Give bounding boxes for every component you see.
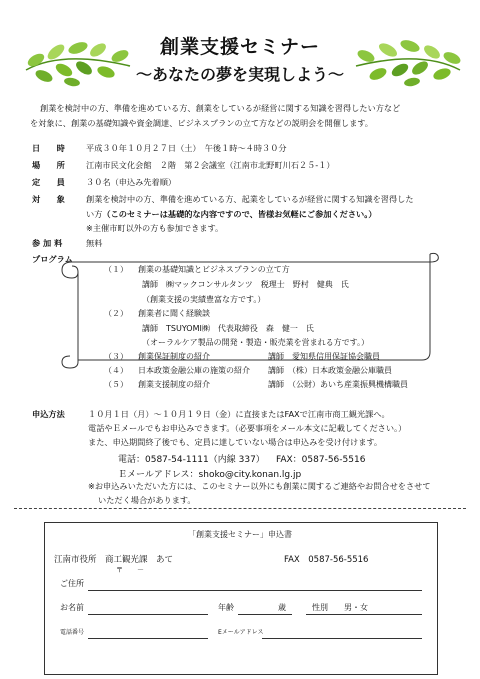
fee-value: 無料 xyxy=(86,238,103,248)
apply-line-2: 電話やＥメールでもお申込みできます。（必要事項をメール本文に記載してください。） xyxy=(88,423,407,433)
form-age-unit: 歳 xyxy=(278,603,286,612)
form-name-label: お名前 xyxy=(60,603,84,612)
page-subtitle: ～あなたの夢を実現しよう～ xyxy=(135,65,344,84)
target-line-2-bold: （このセミナーは基礎的な内容ですので、皆様お気軽にご参加ください。） xyxy=(102,209,377,219)
target-line-3: ※主催市町以外の方も参加できます。 xyxy=(86,223,224,233)
date-label: 日 時 xyxy=(32,143,65,153)
form-email-field[interactable] xyxy=(262,638,422,639)
apply-label: 申込方法 xyxy=(32,409,65,419)
application-form xyxy=(44,522,438,675)
program-item-2-title: 創業者に聞く経験談 xyxy=(138,309,210,318)
form-gender-field xyxy=(306,614,422,615)
form-gender-options[interactable]: 男・女 xyxy=(344,603,368,612)
program-item-3-title: 創業保証制度の紹介 xyxy=(138,352,210,361)
intro-line-1: 創業を検討中の方、準備を進めている方、創業をしているが経営に関する知識を習得したい方など xyxy=(40,103,401,113)
form-name-field[interactable] xyxy=(88,614,208,615)
apply-email[interactable]: Ｅメールアドレス：shoko@city.konan.lg.jp xyxy=(118,470,302,480)
form-age-label: 年齢 xyxy=(218,603,234,612)
target-line-1: 創業を検討中の方、準備を進めている方、起業をしているが経営に関する知識を習得した xyxy=(86,194,414,204)
program-item-4-num: （４） xyxy=(104,366,128,375)
apply-phone: 電話：0587-54-1111（内線 337） xyxy=(118,455,265,465)
program-item-5-speaker: 講師 （公財）あいち産業振興機構職員 xyxy=(268,380,408,389)
form-phone-field[interactable] xyxy=(88,638,208,639)
form-age-field[interactable] xyxy=(238,614,292,615)
program-item-1-note: （創業支援の実績豊富な方です。） xyxy=(142,295,266,304)
apply-note-1: ※お申込みいただいた方には、このセミナー以外にも創業に関するご連絡やお問合せをさせて xyxy=(88,481,431,491)
capacity-label: 定 員 xyxy=(32,177,65,187)
program-item-4-speaker: 講師 （株）日本政策金融公庫職員 xyxy=(268,366,392,375)
form-address-field[interactable] xyxy=(88,590,422,591)
form-email-label: Eメールアドレス xyxy=(218,629,264,636)
intro-paragraph xyxy=(30,101,460,131)
form-address-label: ご住所 xyxy=(60,579,84,588)
place-value: 江南市民文化会館 ２階 第２会議室（江南市北野町川石２５-１） xyxy=(86,160,335,170)
program-label: プログラム xyxy=(32,254,73,264)
program-item-2-num: （２） xyxy=(104,309,128,318)
target-line-2-prefix: い方 xyxy=(86,209,103,219)
form-postal-mark[interactable]: 〒 － xyxy=(116,566,144,574)
capacity-value: ３０名（申込み先着順） xyxy=(86,177,177,187)
apply-line-1: １０月１日（月）～１０月１９日（金）に直接またはFAXで江南市商工観光課へ。 xyxy=(88,409,390,419)
program-item-1-title: 創業の基礎知識とビジネスプランの立て方 xyxy=(138,265,290,274)
program-item-5-num: （５） xyxy=(104,380,128,389)
form-fax: FAX 0587-56-5516 xyxy=(284,555,369,565)
program-item-1-speaker: 講師 ㈱マックコンサルタンツ 税理士 野村 健典 氏 xyxy=(142,280,349,289)
apply-line-3: また、申込期間終了後でも、定員に達していない場合は申込みを受け付けます。 xyxy=(88,437,383,447)
date-value: 平成３０年１０月２７日（土） 午後１時～４時３０分 xyxy=(86,143,287,153)
page-title: 創業支援セミナー xyxy=(159,36,320,58)
apply-fax: FAX：0587-56-5516 xyxy=(276,455,366,465)
form-addressee: 江南市役所 商工観光課 あて xyxy=(54,555,174,565)
form-phone-label: 電話番号 xyxy=(60,629,85,636)
program-item-3-num: （３） xyxy=(104,352,128,361)
program-item-2-speaker: 講師 TSUYOMI㈱ 代表取締役 森 健一 氏 xyxy=(142,324,314,333)
program-item-4-title: 日本政策金融公庫の施策の紹介 xyxy=(138,366,250,375)
fee-label: 参 加 料 xyxy=(32,238,63,248)
program-item-3-speaker: 講師 愛知県信用保証協会職員 xyxy=(268,352,380,361)
cut-line xyxy=(14,508,466,509)
program-item-1-num: （１） xyxy=(104,265,128,274)
apply-note-2: いただく場合があります。 xyxy=(98,495,196,505)
program-item-2-note: （オーラルケア製品の開発・製造・販売業を営まれる方です。） xyxy=(142,338,369,347)
program-item-5-title: 創業支援制度の紹介 xyxy=(138,380,210,389)
place-label: 場 所 xyxy=(32,160,65,170)
target-label: 対 象 xyxy=(32,194,65,204)
form-gender-label: 性別 xyxy=(312,603,328,612)
intro-line-2: を対象に、創業の基礎知識や資金調達、ビジネスプランの立て方などの説明会を開催します。 xyxy=(30,118,373,128)
target-line-2 xyxy=(86,209,377,220)
form-title: 「創業支援セミナー」申込書 xyxy=(188,530,292,539)
